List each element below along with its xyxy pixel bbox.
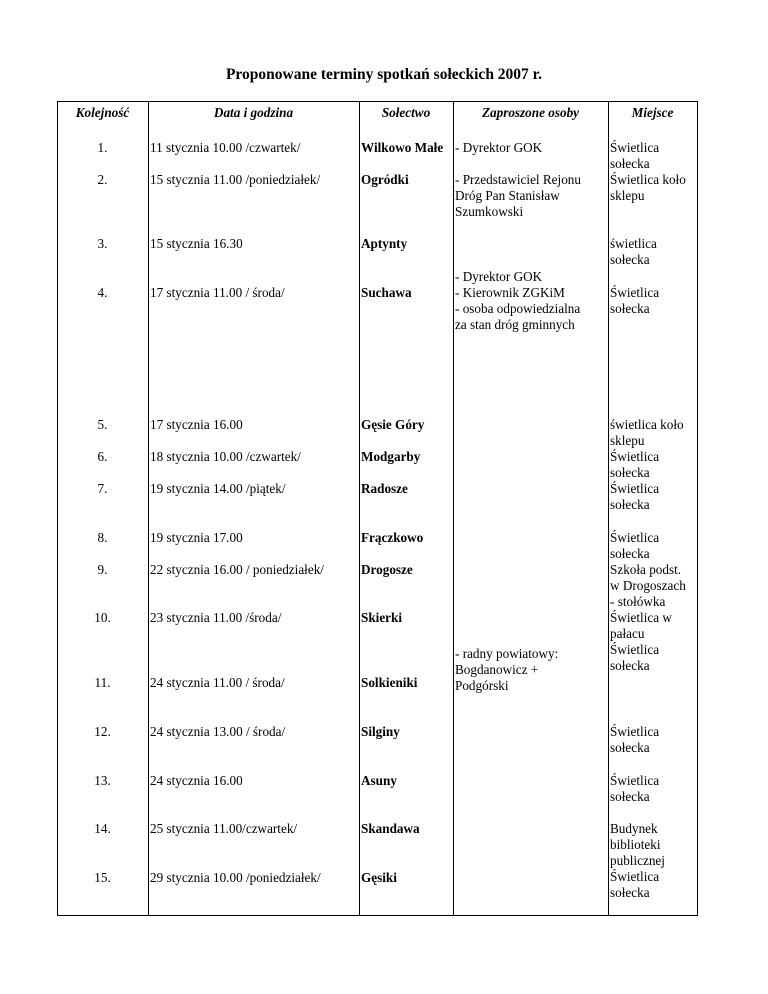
row-date: 18 stycznia 10.00 /czwartek/ xyxy=(150,449,301,464)
place-line: sołecka xyxy=(610,465,650,480)
row-village: Ogródki xyxy=(361,172,409,187)
column-divider xyxy=(453,101,454,916)
place-line: Świetlica xyxy=(610,481,660,496)
invited-persons: - Kierownik ZGKiM xyxy=(455,285,565,300)
row-number: 12. xyxy=(94,724,111,739)
row-date: 19 stycznia 14.00 /piątek/ xyxy=(150,481,286,496)
place-line: Świetlica xyxy=(610,285,660,300)
row-village: Drogosze xyxy=(361,562,413,577)
header-osoby: Zaproszone osoby xyxy=(481,105,580,120)
invited-persons: Szumkowski xyxy=(455,204,524,219)
row-village: Suchawa xyxy=(361,285,412,300)
place-line: w Drogoszach xyxy=(610,578,686,593)
column-divider xyxy=(148,101,149,916)
invited-persons: Dróg Pan Stanisław xyxy=(455,188,560,203)
row-date: 19 stycznia 17.00 xyxy=(150,530,243,545)
invited-persons: - osoba odpowiedzialna xyxy=(455,301,581,316)
row-date: 29 stycznia 10.00 /poniedziałek/ xyxy=(150,870,321,885)
row-date: 23 stycznia 11.00 /środa/ xyxy=(150,610,282,625)
row-number: 1. xyxy=(97,140,108,155)
place-line: sołecka xyxy=(610,885,650,900)
row-village: Silginy xyxy=(361,724,400,739)
place-line: biblioteki xyxy=(610,837,661,852)
place-line: sołecka xyxy=(610,546,650,561)
row-number: 8. xyxy=(97,530,108,545)
place-line: sklepu xyxy=(610,188,645,203)
row-number: 3. xyxy=(97,236,108,251)
row-village: Asuny xyxy=(361,773,397,788)
row-date: 24 stycznia 11.00 / środa/ xyxy=(150,675,285,690)
place-line: sołecka xyxy=(610,301,650,316)
place-line: Świetlica xyxy=(610,642,660,657)
row-date: 17 stycznia 11.00 / środa/ xyxy=(150,285,285,300)
place-line: sołecka xyxy=(610,156,650,171)
row-number: 9. xyxy=(97,562,108,577)
place-line: Świetlica w xyxy=(610,610,672,625)
row-date: 24 stycznia 16.00 xyxy=(150,773,243,788)
row-number: 10. xyxy=(94,610,111,625)
invited-persons: - Przedstawiciel Rejonu xyxy=(455,172,581,187)
place-line: Świetlica xyxy=(610,869,660,884)
row-number: 13. xyxy=(94,773,111,788)
schedule-table xyxy=(57,101,698,916)
place-line: Świetlica xyxy=(610,530,660,545)
header-miejsce: Miejsce xyxy=(631,105,674,120)
place-line: Świetlica xyxy=(610,449,660,464)
place-line: sołecka xyxy=(610,789,650,804)
row-date: 25 stycznia 11.00/czwartek/ xyxy=(150,821,298,836)
row-village: Wilkowo Małe xyxy=(361,140,444,155)
place-line: sklepu xyxy=(610,433,645,448)
row-number: 5. xyxy=(97,417,108,432)
column-divider xyxy=(359,101,360,916)
row-village: Modgarby xyxy=(361,449,421,464)
column-divider xyxy=(608,101,609,916)
invited-persons: - radny powiatowy: xyxy=(455,646,559,661)
invited-persons: za stan dróg gminnych xyxy=(455,317,575,332)
invited-persons: - Dyrektor GOK xyxy=(455,269,543,284)
invited-persons: - Dyrektor GOK xyxy=(455,140,543,155)
row-village: Gęsiki xyxy=(361,870,397,885)
place-line: - stołówka xyxy=(610,594,666,609)
place-line: sołecka xyxy=(610,252,650,267)
row-number: 4. xyxy=(97,285,108,300)
place-line: Świetlica koło xyxy=(610,172,686,187)
place-line: publicznej xyxy=(610,853,665,868)
row-village: Skierki xyxy=(361,610,403,625)
row-date: 11 stycznia 10.00 /czwartek/ xyxy=(150,140,301,155)
place-line: świetlica koło xyxy=(610,417,684,432)
invited-persons: Podgórski xyxy=(455,678,509,693)
row-village: Skandawa xyxy=(361,821,420,836)
row-date: 22 stycznia 16.00 / poniedziałek/ xyxy=(150,562,324,577)
table-border-top xyxy=(57,101,698,102)
place-line: sołecka xyxy=(610,658,650,673)
header-kolejnosc: Kolejność xyxy=(75,105,130,120)
row-number: 11. xyxy=(94,675,111,690)
row-date: 15 stycznia 11.00 /poniedziałek/ xyxy=(150,172,321,187)
place-line: Świetlica xyxy=(610,140,660,155)
row-village: Aptynty xyxy=(361,236,408,251)
header-solectwo: Sołectwo xyxy=(381,105,431,120)
row-number: 7. xyxy=(97,481,108,496)
place-line: sołecka xyxy=(610,740,650,755)
header-data: Data i godzina xyxy=(213,105,294,120)
row-number: 14. xyxy=(94,821,111,836)
row-village: Frączkowo xyxy=(361,530,424,545)
place-line: Szkoła podst. xyxy=(610,562,682,577)
document-title: Proponowane terminy spotkań sołeckich 2007 r. xyxy=(225,66,543,83)
row-village: Gęsie Góry xyxy=(361,417,425,432)
row-date: 15 stycznia 16.30 xyxy=(150,236,243,251)
row-village: Radosze xyxy=(361,481,408,496)
row-number: 2. xyxy=(97,172,108,187)
table-border-bottom xyxy=(57,915,698,916)
place-line: świetlica xyxy=(610,236,657,251)
table-border-left xyxy=(57,101,58,916)
row-date: 24 stycznia 13.00 / środa/ xyxy=(150,724,286,739)
row-number: 15. xyxy=(94,870,111,885)
row-village: Solkieniki xyxy=(361,675,418,690)
row-number: 6. xyxy=(97,449,108,464)
place-line: Świetlica xyxy=(610,724,660,739)
place-line: sołecka xyxy=(610,497,650,512)
row-date: 17 stycznia 16.00 xyxy=(150,417,243,432)
place-line: Budynek xyxy=(610,821,658,836)
invited-persons: Bogdanowicz + xyxy=(455,662,539,677)
table-border-right xyxy=(697,101,698,916)
place-line: Świetlica xyxy=(610,773,660,788)
place-line: pałacu xyxy=(610,626,645,641)
